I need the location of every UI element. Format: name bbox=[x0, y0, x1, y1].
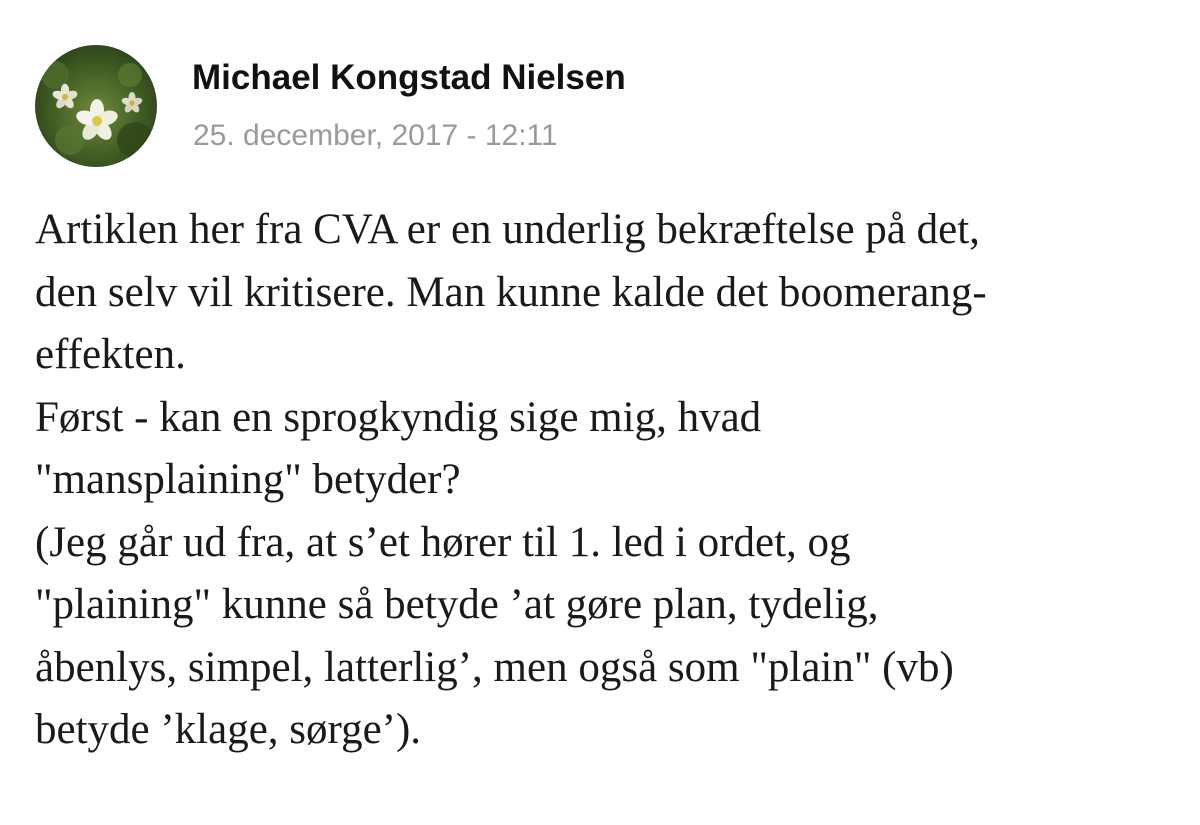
comment-body bbox=[35, 199, 1175, 762]
comment-body-line: den selv vil kritisere. Man kunne kalde det boomerang- bbox=[35, 268, 987, 316]
comment-body-line: effekten. bbox=[35, 331, 186, 378]
comment-body-line: åbenlys, simpel, latterlig’, men også som "plain" (vb) bbox=[35, 643, 954, 691]
comment-body-line: Først - kan en sprogkyndig sige mig, hvad bbox=[35, 393, 762, 441]
comment-body-line: "plaining" kunne så betyde ’at gøre plan, tydelig, bbox=[35, 581, 879, 628]
comment-body-line: (Jeg går ud fra, at s’et hører til 1. led i ordet, og bbox=[35, 518, 851, 566]
comment-body-line: "mansplaining" betyder? bbox=[35, 456, 461, 503]
avatar[interactable] bbox=[35, 45, 157, 167]
comment-body-line: Artiklen her fra CVA er en underlig bekræftelse på det, bbox=[35, 206, 980, 253]
flower-photo-icon bbox=[35, 45, 157, 167]
author-name[interactable]: Michael Kongstad Nielsen bbox=[192, 58, 626, 97]
comment-body-line: betyde ’klage, sørge’). bbox=[35, 706, 422, 753]
comment-timestamp: 25. december, 2017 - 12:11 bbox=[193, 119, 558, 152]
